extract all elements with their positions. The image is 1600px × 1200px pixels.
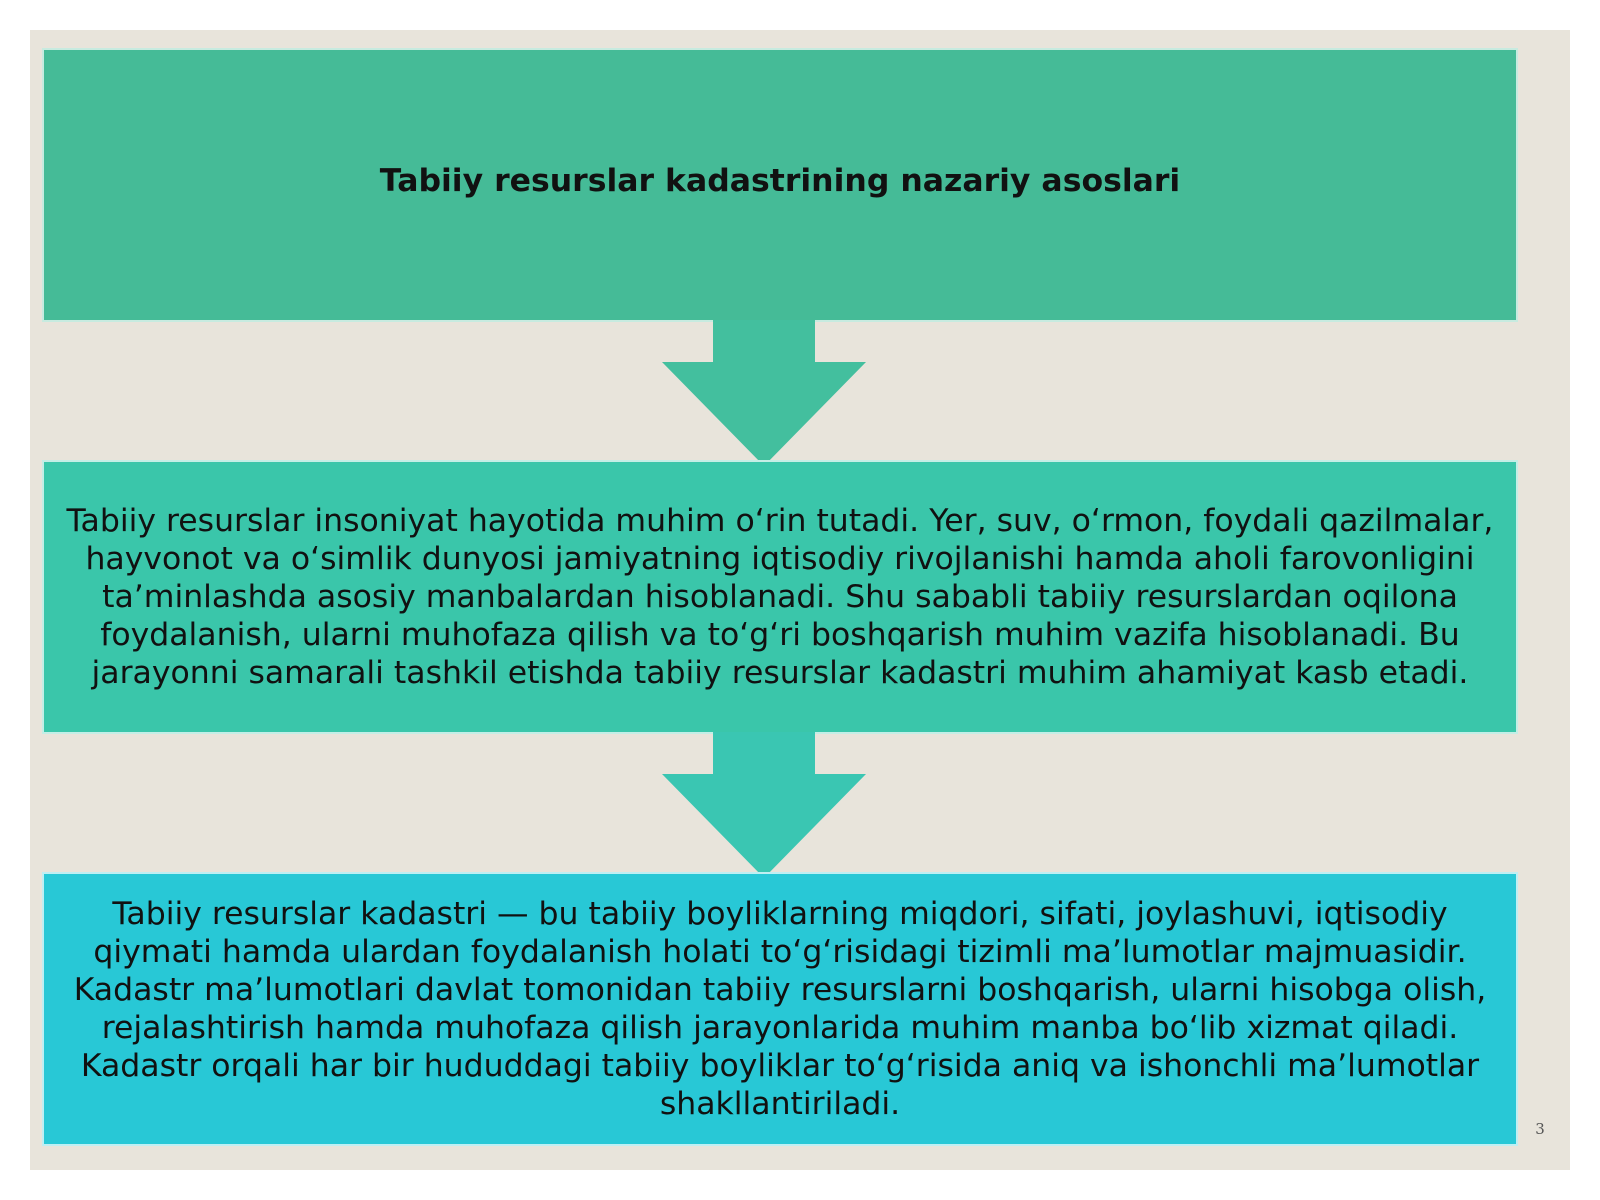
flow-box-definition-text: Tabiiy resurslar kadastri — bu tabiiy boyliklarning miqdori, sifati, joylashuvi, iqtisodiy qiymati hamda ulardan foydalanish holati to‘g‘risidagi tizimli ma’lumotlar majmuasidir. Kadastr ma’lumotlari davlat tomonidan tabiiy resurslarni boshqarish, ularni hisobga olish, rejalashtirish hamda muhofaza qilish jarayonlarida muhim manba bo‘lib xizmat qiladi. Kadastr orqali har bir hududdagi tabiiy boyliklar to‘g‘risida aniq va ishonchli ma’lumotlar shakllantiriladi. — [73, 896, 1487, 1122]
flow-box-definition — [42, 872, 1518, 1146]
down-arrow-icon — [662, 732, 866, 882]
flow-box-title — [42, 48, 1518, 322]
down-arrow-icon — [662, 320, 866, 470]
slide — [30, 30, 1570, 1170]
flow-box-intro-text: Tabiiy resurslar insoniyat hayotida muhim o‘rin tutadi. Yer, suv, o‘rmon, foydali qazilmalar, hayvonot va o‘simlik dunyosi jamiyatning iqtisodiy rivojlanishi hamda aholi farovonligini ta’minlashda asosiy manbalardan hisoblanadi. Shu sababli tabiiy resurslardan oqilona foydalanish, ularni muhofaza qilish va to‘g‘ri boshqarish muhim vazifa hisoblanadi. Bu jarayonni samarali tashkil etishda tabiiy resurslar kadastri muhim ahamiyat kasb etadi. — [66, 503, 1494, 691]
flow-box-title-text: Tabiiy resurslar kadastrining nazariy asoslari — [379, 163, 1181, 199]
page-number: 3 — [1535, 1120, 1545, 1138]
flow-box-intro — [42, 460, 1518, 734]
